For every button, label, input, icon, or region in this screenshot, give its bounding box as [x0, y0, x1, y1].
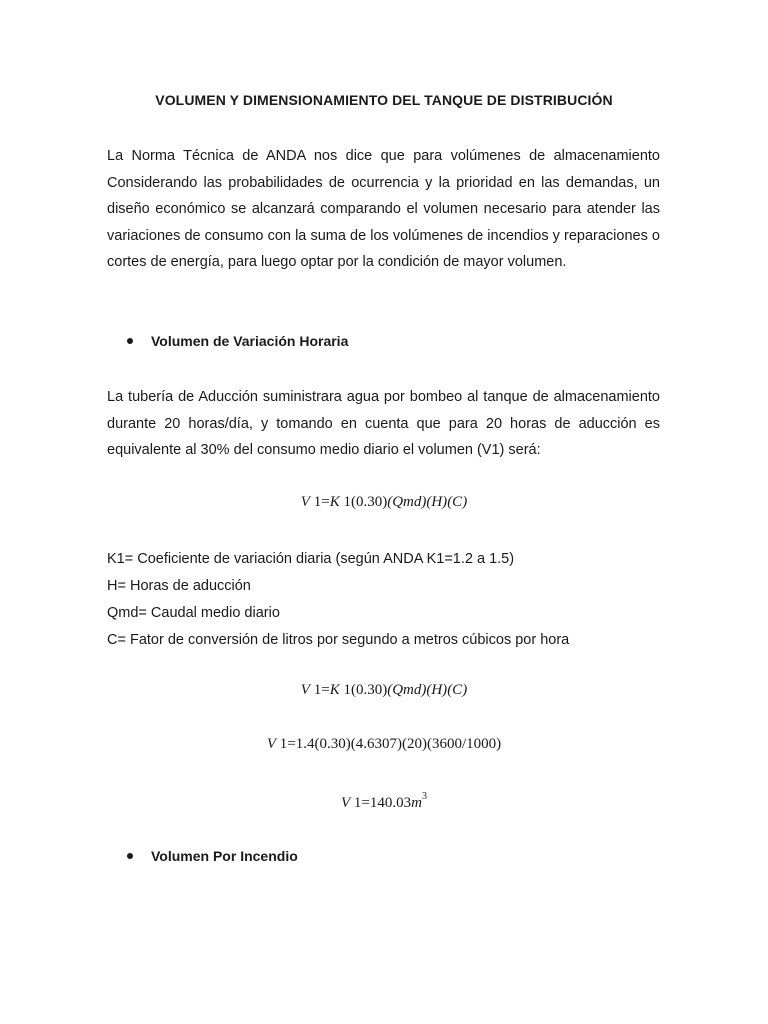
formula-v1-general-repeat: [0, 682, 768, 699]
formula-symbol: (C): [447, 494, 468, 510]
definition-item: C= Fator de conversión de litros por segundo a metros cúbicos por hora: [107, 632, 570, 648]
definition-item: K1= Coeficiente de variación diaria (según ANDA K1=1.2 a 1.5): [107, 551, 515, 567]
formula-symbol: (Qmd): [387, 682, 427, 698]
formula-symbol: (Qmd): [387, 494, 427, 510]
formula-symbol: V: [266, 736, 277, 752]
intro-paragraph: La Norma Técnica de ANDA nos dice que para volúmenes de almacenamiento Considerando las probabilidades de ocurrencia y la prioridad en las demandas, un diseño económico se alcanzará comparando el volumen necesario para atender las variaciones de consumo con la suma de los volúmenes de incendios y reparaciones o cortes de energía, para luego optar por la condición de mayor volumen.: [107, 148, 660, 270]
section-heading-text: Volumen Por Incendio: [151, 848, 298, 864]
formula-text: (0.30): [350, 682, 388, 698]
section-heading-variacion-horaria: [127, 333, 348, 349]
formula-symbol: K: [329, 682, 340, 698]
formula-symbol: K: [329, 494, 340, 510]
formula-text: 1: [309, 494, 322, 510]
formula-v1-substituted: [0, 736, 768, 753]
formula-text: 1=1.4(0.30)(4.6307)(20)(3600/1000): [276, 736, 502, 752]
formula-text: =: [321, 682, 330, 698]
formula-text: 1: [339, 682, 351, 698]
formula-text: 1=140.03: [350, 795, 412, 811]
definition-item: Qmd= Caudal medio diario: [107, 605, 280, 621]
formula-symbol: V: [300, 494, 310, 510]
bullet-icon: [127, 338, 133, 344]
formula-symbol: (H): [426, 682, 448, 698]
formula-v1-result: [0, 791, 768, 812]
formula-unit: m: [411, 795, 422, 811]
formula-symbol: (H): [426, 494, 448, 510]
formula-text: 1: [309, 682, 322, 698]
formula-exponent: 3: [421, 791, 427, 802]
formula-v1-general: [0, 494, 768, 511]
formula-symbol: (C): [447, 682, 468, 698]
section-heading-text: Volumen de Variación Horaria: [151, 333, 349, 349]
document-title: VOLUMEN Y DIMENSIONAMIENTO DEL TANQUE DE DISTRIBUCIÓN: [155, 92, 613, 108]
formula-symbol: V: [341, 795, 351, 811]
formula-text: =: [321, 494, 330, 510]
definitions-list: [107, 546, 569, 654]
definition-item: H= Horas de aducción: [107, 578, 251, 594]
formula-text: (0.30): [350, 494, 388, 510]
bullet-icon: [127, 853, 133, 859]
aduccion-paragraph: La tubería de Aducción suministrara agua por bombeo al tanque de almacenamiento durante 20 horas/día, y tomando en cuenta que para 20 horas de aducción es equivalente al 30% del consumo medio diario el volumen (V1) será:: [107, 389, 660, 458]
formula-symbol: V: [300, 682, 310, 698]
formula-text: 1: [339, 494, 351, 510]
section-heading-incendio: [127, 848, 298, 864]
